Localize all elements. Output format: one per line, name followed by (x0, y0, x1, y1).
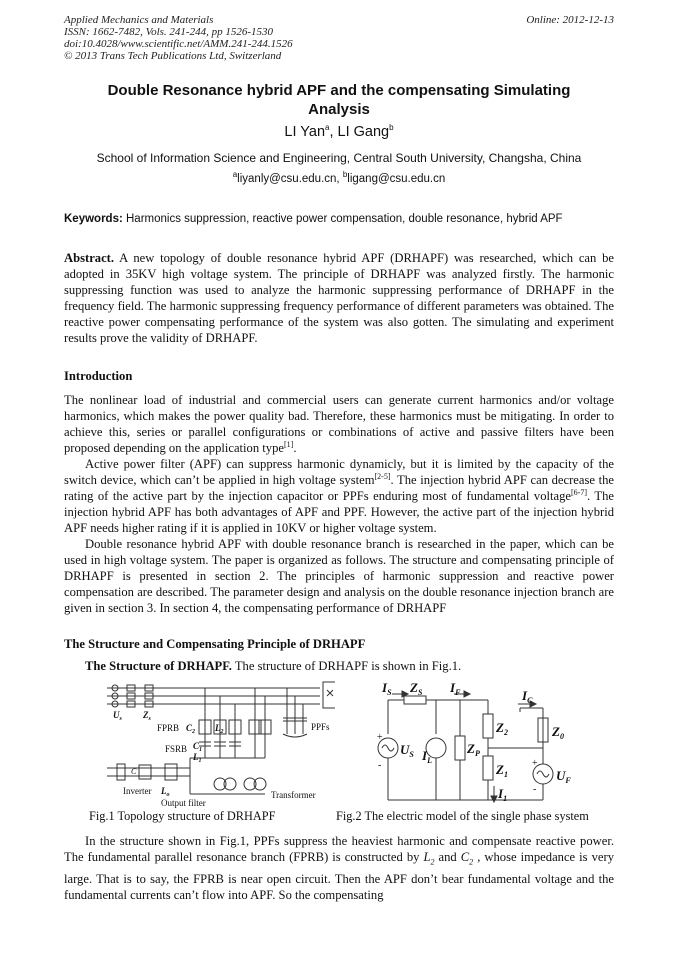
email-separator: , (336, 173, 343, 185)
fig2-z2-sub: 2 (503, 728, 508, 737)
paragraph-text: Active power filter (APF) can suppress harmonic dynamicly, but it is limited by the capacity of the switch device, which can’t be applied in high voltage system (64, 457, 614, 487)
fig2-z0-sub: 0 (559, 732, 564, 741)
paragraph (64, 456, 614, 536)
svg-text:UF (556, 768, 571, 785)
author-sup: a (325, 123, 330, 133)
paragraph-text: The nonlinear load of industrial and commercial users can generate current harmonics and/or voltage harmonics, which makes the power quality bad. Therefore, these harmonics must be mitigating. In order to achieve this, series or parallel configurations or combinations of active and passive filters have been proposed depending on the application type (64, 393, 614, 455)
structure-paragraph (64, 833, 614, 903)
math-symbol: C (460, 850, 470, 864)
email-link[interactable]: liyanly@csu.edu.cn (237, 173, 337, 185)
running-header (64, 14, 293, 62)
paragraph-text: In the structure shown in Fig.1, PPFs suppress the heaviest harmonic and compensate reactive power. The fundamental parallel resonance branch (FPRB) is constructed by (64, 834, 614, 864)
math-subscript: 2 (430, 857, 435, 867)
subsection-label: The Structure of DRHAPF. (85, 659, 232, 673)
introduction-body (64, 392, 614, 616)
paragraph (64, 392, 614, 456)
fig2-minus-sign: - (533, 784, 537, 795)
fig2-caption: Fig.2 The electric model of the single phase system (336, 809, 589, 823)
fig2-z1-label: Z (496, 762, 504, 777)
author-name: LI Gang (337, 124, 390, 140)
paragraph-text: , whose impedance is very large. That is to say, the FPRB is near open circuit. Then the APF don’t bear fundamental voltage and the fundamental currents can’t flow into APF. So the compensating (64, 850, 614, 902)
svg-text:IF (449, 680, 461, 697)
svg-text:ZS (409, 680, 423, 697)
abstract-text: A new topology of double resonance hybrid APF (DRHAPF) was researched, which can be adopted in 35KV high voltage system. The principle of DRHAPF was analyzed firstly. The harmonic suppressing function was used to analyze the harmonic suppressing performance of DRHAPF in the frequency field. The harmonic suppressing frequency performance of different parameters was obtained. The reactive power compensating performance of the system was also gotten. The simulating and experiment results prove the validity of DRHAPF. (64, 251, 614, 345)
fig2-electric-model (368, 678, 620, 808)
fig2-il-sub: L (427, 756, 432, 765)
fig2-is-label: I (382, 680, 388, 695)
email-link[interactable]: ligang@csu.edu.cn (347, 173, 446, 185)
svg-text:Z0 (551, 724, 564, 741)
fig1-l1-sub: 1 (198, 758, 202, 764)
svg-text:L1 (192, 752, 202, 764)
fig1-lo-sub: o (166, 792, 170, 798)
paragraph-text: . (293, 441, 297, 455)
svg-text:Z1 (495, 762, 508, 779)
fig1-us-sub: s (119, 716, 122, 722)
svg-text:ZP (466, 741, 480, 758)
fig2-uf-sub: F (565, 776, 571, 785)
svg-text:Zs (142, 710, 152, 722)
subsection-text: The structure of DRHAPF is shown in Fig.1. (231, 659, 462, 673)
fig2-plus-sign: + (532, 758, 538, 769)
math-subscript: 2 (469, 857, 474, 867)
affiliation: School of Information Science and Engineering, Central South University, Changsha, China (96, 151, 582, 165)
fig1-output-filter-label: Output filter (161, 798, 206, 808)
fig1-l2-label: L (215, 723, 221, 733)
fig1-cap-label: C (131, 767, 137, 776)
math-symbol: L (423, 850, 431, 864)
svg-text:Z2 (495, 720, 508, 737)
fig1-fsrb-label: FSRB (165, 744, 188, 754)
fig2-us-label: U (400, 742, 410, 757)
svg-text:Lo (160, 786, 170, 798)
fig1-inverter-label: Inverter (123, 786, 152, 796)
citation: [1] (284, 439, 294, 449)
title-line-1: Double Resonance hybrid APF and the compensating Simulating (107, 82, 571, 99)
author-name: LI Yan (284, 124, 326, 140)
svg-text:L2 (214, 723, 224, 735)
fig2-z2-label: Z (496, 720, 504, 735)
fig2-zp-label: Z (467, 741, 475, 756)
fig1-c1-label: C (193, 741, 200, 751)
fig2-if-sub: F (455, 688, 461, 697)
fig2-i1-sub: 1 (503, 794, 508, 803)
svg-text:US (400, 742, 414, 759)
svg-text:C2 (186, 723, 195, 735)
fig1-ppfs-label: PPFs (311, 722, 330, 732)
abstract (64, 250, 614, 346)
svg-text:IC (521, 688, 533, 705)
fig2-i1-label: I (498, 786, 504, 801)
paper-title (64, 81, 614, 119)
fig2-il-label: I (422, 748, 428, 763)
fig1-l2-sub: 2 (220, 729, 224, 735)
fig2-zp-sub: P (474, 749, 480, 758)
fig1-c2-label: C (186, 723, 193, 733)
fig1-caption: Fig.1 Topology structure of DRHAPF (89, 809, 276, 823)
fig1-zs-label: Z (143, 710, 149, 720)
keywords-text: Harmonics suppression, reactive power compensation, double resonance, hybrid APF (122, 213, 563, 225)
keywords-line (64, 213, 624, 225)
citation: [6-7] (570, 487, 587, 497)
fig2-zs-label: Z (410, 680, 418, 695)
svg-text:IL (421, 748, 432, 765)
fig1-c1-sub: 1 (199, 747, 203, 753)
section-heading-structure: The Structure and Compensating Principle of DRHAPF (64, 637, 366, 651)
paragraph-text: . The injection hybrid APF can decrease the rating of the active part by the injection capacitor or PPFs enduring most of fundamental voltage (64, 473, 614, 503)
fig2-ic-label: I (522, 688, 528, 703)
author-separator: , (329, 124, 338, 140)
inline-math-c2 (460, 850, 474, 867)
paragraph-text: and (434, 850, 461, 864)
online-date: Online: 2012-12-13 (526, 14, 614, 26)
title-line-2: Analysis (308, 101, 370, 118)
copyright-line: © 2013 Trans Tech Publications Ltd, Switzerland (64, 50, 282, 62)
paragraph-text: . The injection hybrid APF has both advantages of APF and PPF. However, the active part of the injection hybrid APF needs higher rating if it is applied in 10KV or higher voltage system. (64, 489, 614, 535)
svg-text:IS (381, 680, 392, 697)
journal-name: Applied Mechanics and Materials (64, 14, 214, 26)
svg-text:Us (113, 710, 123, 722)
email-line (64, 170, 614, 185)
paragraph: Double resonance hybrid APF with double resonance branch is researched in the paper, which can be used in high voltage system. The paper is organized as follows. The structure and compensating principle of DRHAPF is presented in section 2. The principles of harmonic suppression and reactive power compensation are described. The parameter design and analysis on the double resonance injection branch are given in section 3. In section 4, the compensating performance of DRHAPF (64, 537, 614, 615)
subsection-line (85, 658, 461, 674)
fig2-uf-label: U (556, 768, 566, 783)
fig2-z0-label: Z (552, 724, 560, 739)
fig1-topology-diagram (95, 676, 335, 808)
inline-math-l2 (423, 850, 435, 867)
fig1-l1-label: L (193, 752, 199, 762)
fig2-z1-sub: 1 (503, 770, 508, 779)
section-heading-introduction: Introduction (64, 369, 133, 383)
abstract-label: Abstract. (64, 251, 115, 265)
fig1-zs-sub: s (148, 716, 151, 722)
email-sup: a (232, 170, 238, 180)
fig1-fprb-label: FPRB (157, 723, 180, 733)
issn-line: ISSN: 1662-7482, Vols. 241-244, pp 1526-1530 (64, 26, 273, 38)
fig2-zs-sub: S (417, 688, 423, 697)
keywords-label: Keywords: (64, 213, 123, 225)
doi-line: doi:10.4028/www.scientific.net/AMM.241-244.1526 (64, 38, 293, 50)
fig2-us-sub: S (409, 750, 414, 759)
author-list (64, 124, 614, 140)
citation: [2-5] (374, 471, 391, 481)
svg-text:I1 (497, 786, 507, 803)
fig2-if-label: I (450, 680, 456, 695)
fig1-us-label: U (113, 710, 120, 720)
fig1-lo-label: L (161, 786, 167, 796)
fig2-is-sub: S (387, 688, 392, 697)
fig2-plus-sign: + (377, 732, 383, 743)
fig2-minus-sign: - (378, 760, 382, 771)
fig1-transformer-label: Transformer (271, 790, 316, 800)
fig1-c2-sub: 2 (192, 729, 196, 735)
fig2-ic-sub: C (527, 696, 533, 705)
author-sup: b (389, 123, 394, 133)
email-sup: b (342, 170, 348, 180)
